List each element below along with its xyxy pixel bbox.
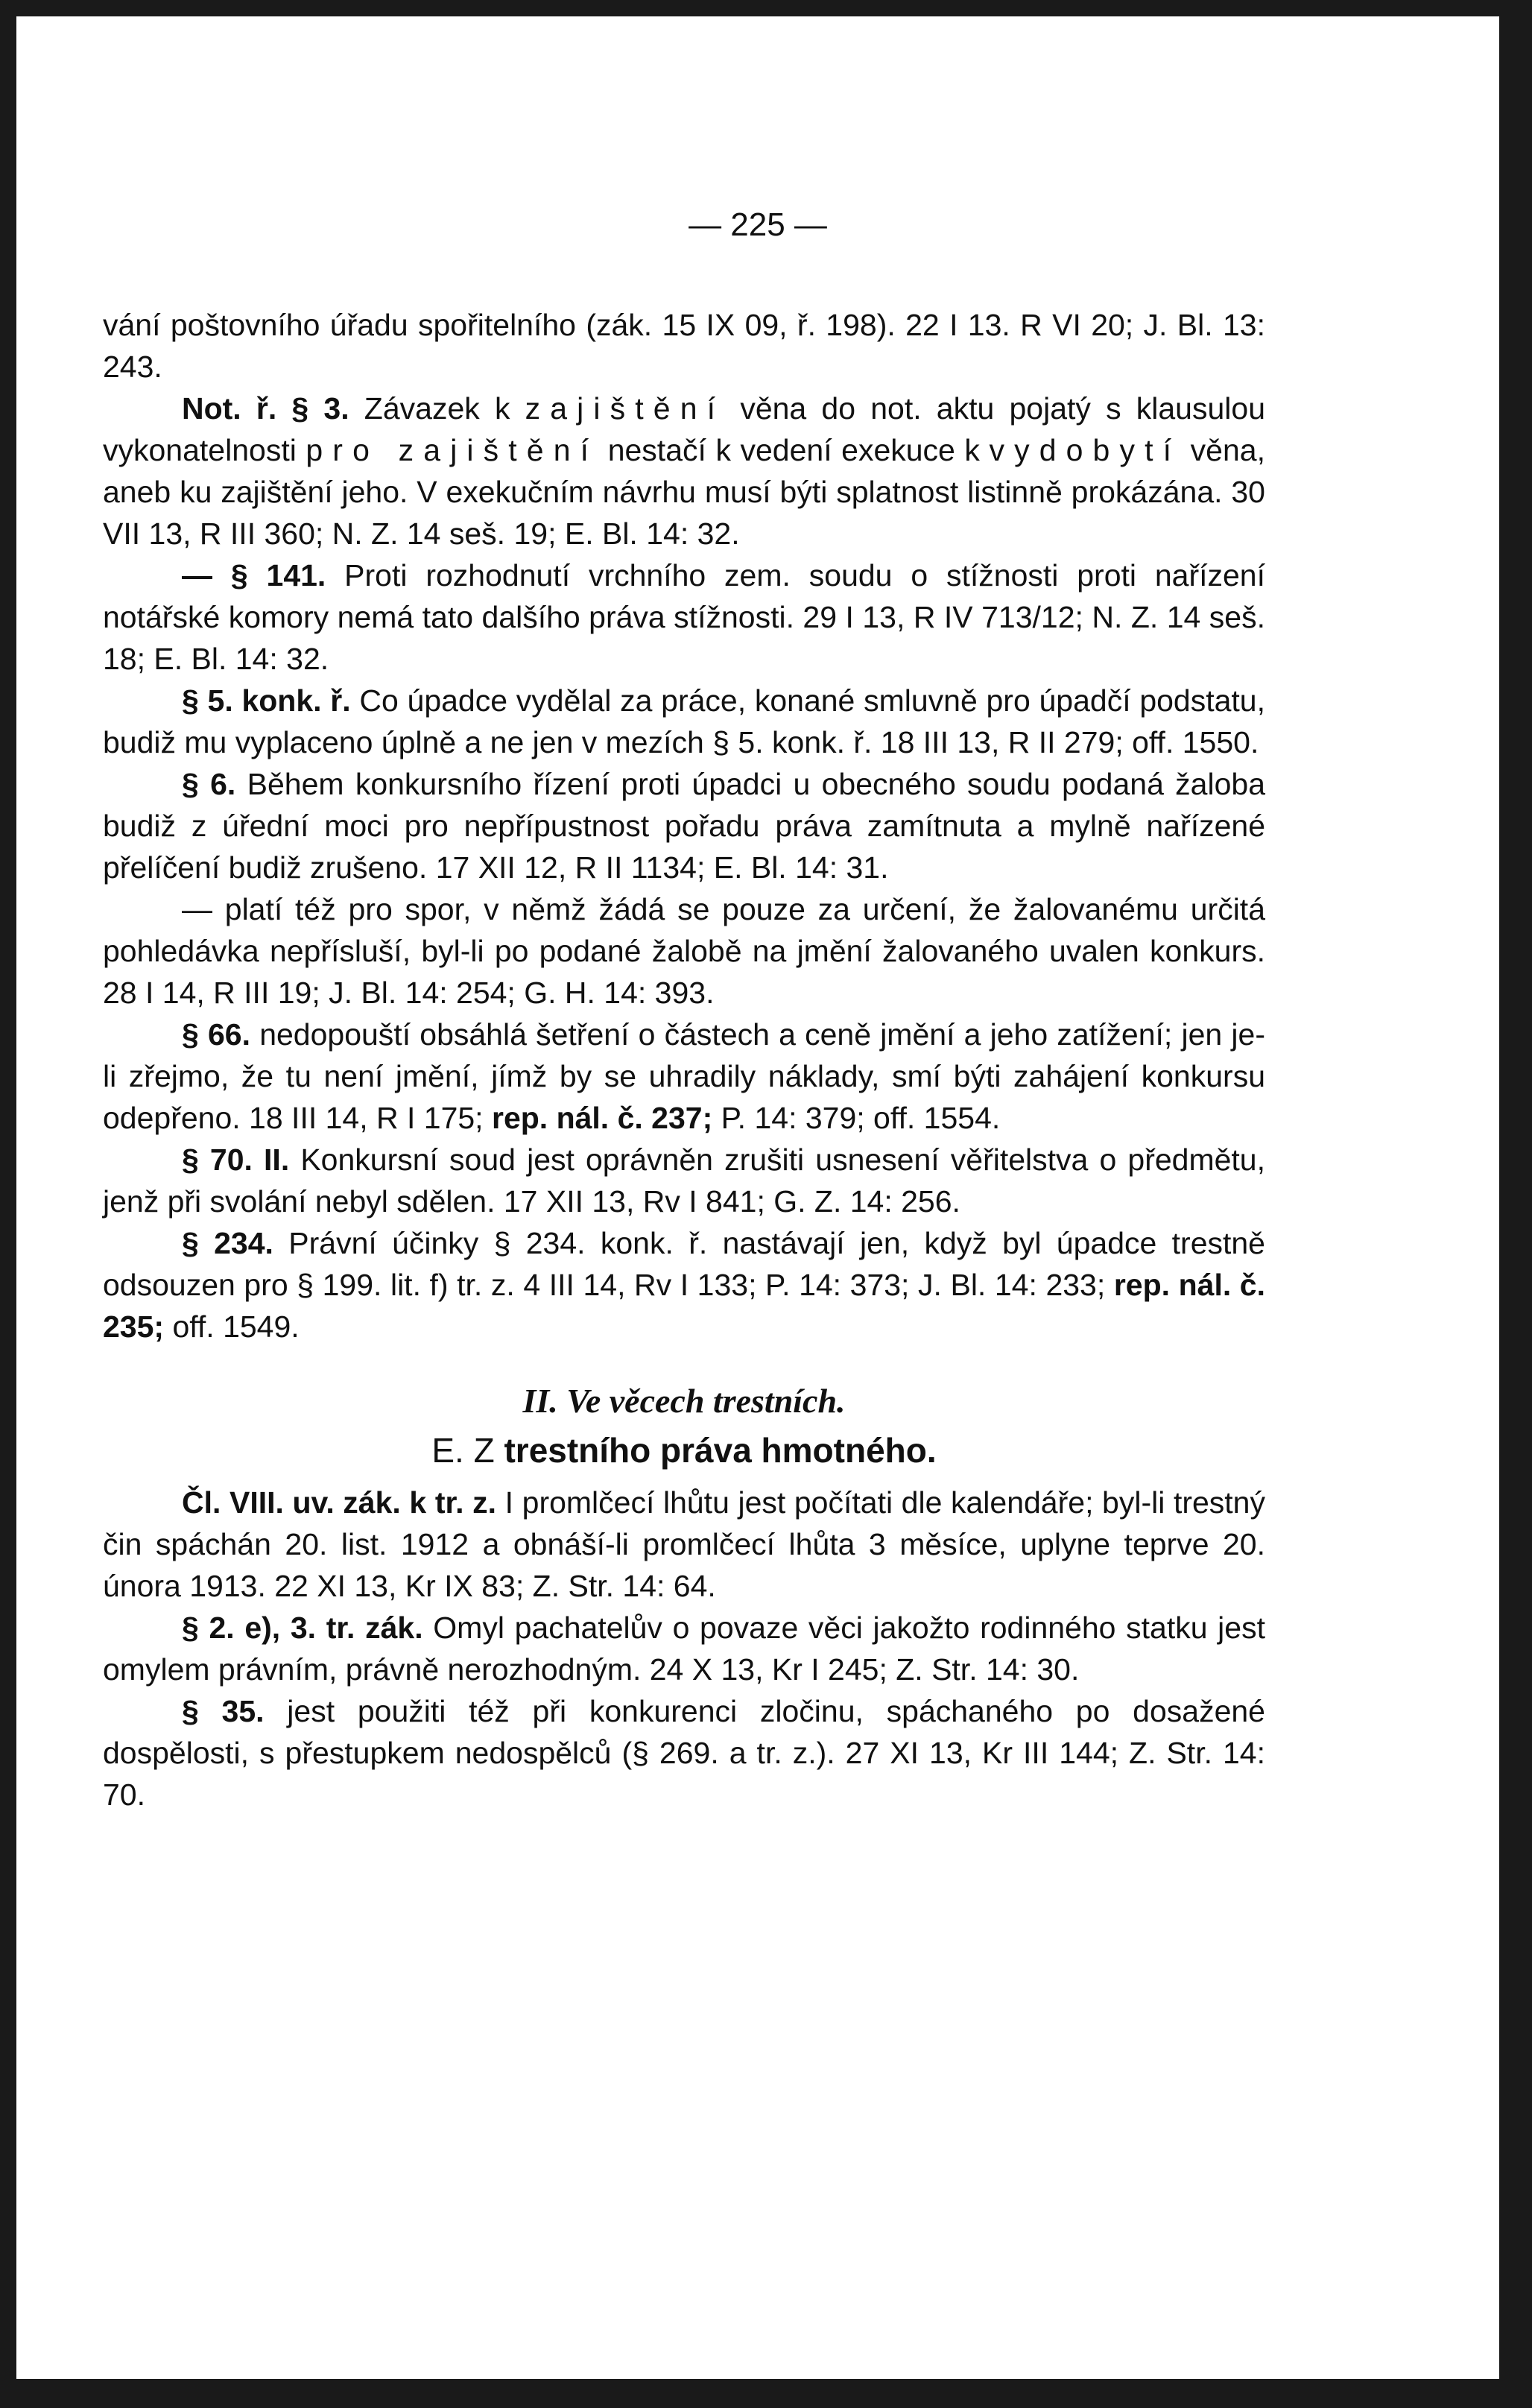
paragraph-5 (103, 763, 1265, 888)
spaced-term: zajištění (525, 391, 726, 426)
text-run: off. 1549. (164, 1309, 300, 1344)
spaced-term: vydobytí (989, 433, 1182, 467)
paragraph-6: — platí též pro spor, v němž žádá se pouze za určení, že žalovanému určitá pohledávka nepřísluší, byl-li po podané žalobě na jmění žalovaného uvalen konkurs. 28 I 14, R III 19; J. Bl. 14: 254; G. H. 14: 393. (103, 892, 1265, 1010)
section-ref: § 35. (182, 1694, 265, 1728)
scanned-page (16, 16, 1499, 2379)
paragraph-11 (103, 1607, 1265, 1690)
text-run: Konkursní soud jest oprávněn zrušiti usnesení věřitelstva o předmětu, jenž při svolání nebyl sdělen. 17 XII 13, Rv I 841; G. Z. 14: 256. (103, 1143, 1265, 1219)
section-ref: Not. ř. § 3. (182, 391, 349, 426)
text-run: I promlčecí lhůtu jest počítati dle kalendáře; byl-li trestný čin spáchán 20. list. 1912 a obnáší-li promlčecí lhůta 3 měsíce, uplyne teprve 20. února 1913. 22 XI 13, Kr IX 83; Z. Str. 14: 64. (103, 1485, 1265, 1603)
bold-ref: rep. nál. č. 237; (491, 1101, 713, 1135)
bold-ref: rep. nál. č. 235; (103, 1268, 1265, 1344)
heading-prefix: E. Z (431, 1431, 504, 1470)
text-run: Závazek k (349, 391, 525, 426)
paragraph-10 (103, 1482, 1265, 1607)
text-run: Právní účinky § 234. konk. ř. nastávají jen, když byl úpadce trestně odsouzen pro § 199. lit. f) tr. z. 4 III 14, Rv I 133; P. 14: 373; J. Bl. 14: 233; (103, 1226, 1265, 1302)
text-run: Co úpadce vydělal za práce, konané smluvně pro úpadčí podstatu, budiž mu vyplaceno úplně a ne jen v mezích § 5. konk. ř. 18 III 13, R II 279; off. 1550. (103, 683, 1266, 759)
text-run: věna do not. aktu pojatý s klausulou vykonatelnosti (103, 391, 1265, 467)
paragraph-2 (103, 388, 1265, 554)
paragraph-1: vání poštovního úřadu spořitelního (zák. 15 IX 09, ř. 198). 22 I 13. R VI 20; J. Bl. 13: 243. (103, 308, 1265, 384)
heading-bold: trestního práva hmotného. (504, 1431, 937, 1470)
section-ref: § 66. (182, 1017, 250, 1052)
text-run: Omyl pachatelův o povaze věci jakožto rodinného statku jest omylem právním, právně nerozhodným. 24 X 13, Kr I 245; Z. Str. 14: 30. (103, 1611, 1265, 1687)
section-ref: § 5. konk. ř. (182, 683, 351, 718)
paragraph-12 (103, 1690, 1265, 1816)
text-run: Proti rozhodnutí vrchního zem. soudu o stížnosti proti nařízení notářské komory nemá tato dalšího práva stížnosti. 29 I 13, R IV 713/12; N. Z. 14 seš. 18; E. Bl. 14: 32. (103, 558, 1265, 676)
spaced-term: pro zajištění (306, 433, 599, 467)
section-ref: § 6. (182, 767, 236, 801)
section-ref: — § 141. (182, 558, 326, 592)
section-heading: II. Ve věcech trestních. (522, 1382, 846, 1420)
page-number: — 225 — (689, 206, 827, 243)
paragraph-8 (103, 1139, 1265, 1222)
paragraph-7 (103, 1014, 1265, 1139)
page-body (103, 16, 1265, 1816)
subsection-heading (103, 1429, 1265, 1471)
section-ref: Čl. VIII. uv. zák. k tr. z. (182, 1485, 497, 1520)
text-run: jest použiti též při konkurenci zločinu, spáchaného po dosažené dospělosti, s přestupkem nedospělců (§ 269. a tr. z.). 27 XI 13, Kr III 144; Z. Str. 14: 70. (103, 1694, 1265, 1812)
section-ref: § 2. e), 3. tr. zák. (182, 1611, 423, 1645)
text-run: nedopouští obsáhlá šetření o částech a ceně jmění a jeho zatížení; jen je-li zřejmo, že tu není jmění, jímž by se uhradily náklady, smí býti zahájení konkursu odepřeno. 18 III 14, R I 175; (103, 1017, 1265, 1135)
text-run: věna, aneb ku zajištění jeho. V exekučním návrhu musí býti splatnost listinně prokázána. 30 VII 13, R III 360; N. Z. 14 seš. 19; E. Bl. 14: 32. (103, 433, 1265, 551)
text-run: nestačí k vedení exekuce k (598, 433, 990, 467)
text-run: P. 14: 379; off. 1554. (712, 1101, 1001, 1135)
paragraph-9 (103, 1222, 1265, 1347)
paragraph-3 (103, 554, 1265, 680)
section-ref: § 234. (182, 1226, 273, 1260)
section-ref: § 70. II. (182, 1143, 290, 1177)
paragraph-4 (103, 680, 1265, 763)
text-run: Během konkursního řízení proti úpadci u obecného soudu podaná žaloba budiž z úřední moci pro nepřípustnost pořadu práva zamítnuta a mylně nařízené přelíčení budiž zrušeno. 17 XII 12, R II 1134; E. Bl. 14: 31. (103, 767, 1265, 885)
